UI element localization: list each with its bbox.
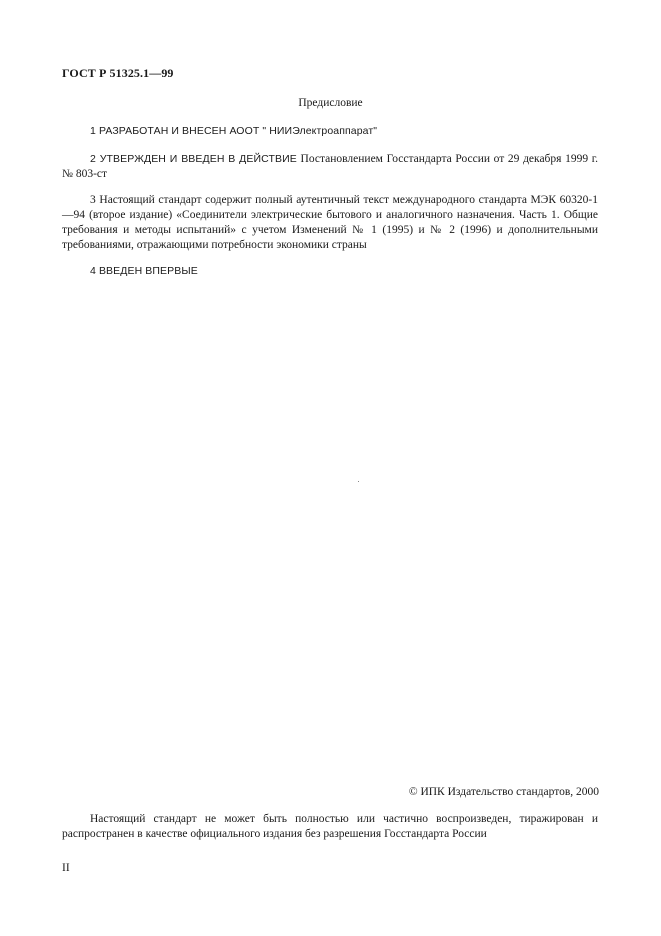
paragraph-3-lead: 3 bbox=[90, 194, 96, 206]
paragraph-4 bbox=[62, 264, 598, 279]
paragraph-2 bbox=[62, 152, 598, 182]
paragraph-1-lead: 1 РАЗРАБОТАН И ВНЕСЕН АООТ " НИИЭлектроаппарат" bbox=[90, 125, 378, 137]
paragraph-2-lead: 2 УТВЕРЖДЕН И ВВЕДЕН В ДЕЙСТВИЕ bbox=[90, 153, 297, 165]
scan-speck bbox=[358, 481, 359, 482]
paragraph-2-text: Постановлением Госстандарта России от 29 декабря 1999 г. № 803-ст bbox=[62, 153, 599, 180]
page-number: II bbox=[62, 862, 70, 874]
paragraph-3-text: Настоящий стандарт содержит полный аутентичный текст международного стандарта МЭК 60320-1—94 (второе издание) «Соединители электрические бытового и аналогичного назначения. Часть 1. Общие требования и методы испытаний» с учетом Изменений № 1 (1995) и № 2 (1996) и дополнительными требованиями, отражающими потребности экономики страны bbox=[62, 194, 599, 251]
section-title: Предисловие bbox=[298, 97, 363, 109]
paragraph-3 bbox=[62, 193, 598, 253]
paragraph-1 bbox=[62, 124, 598, 139]
copyright-line: © ИПК Издательство стандартов, 2000 bbox=[408, 786, 599, 798]
reproduction-notice-text: Настоящий стандарт не может быть полностью или частично воспроизведен, тиражирован и распространен в качестве официального издания без разрешения Госстандарта России bbox=[62, 813, 598, 840]
document-header: ГОСТ Р 51325.1—99 bbox=[62, 66, 174, 80]
paragraph-4-lead: 4 ВВЕДЕН ВПЕРВЫЕ bbox=[90, 265, 198, 277]
reproduction-notice bbox=[62, 812, 598, 842]
